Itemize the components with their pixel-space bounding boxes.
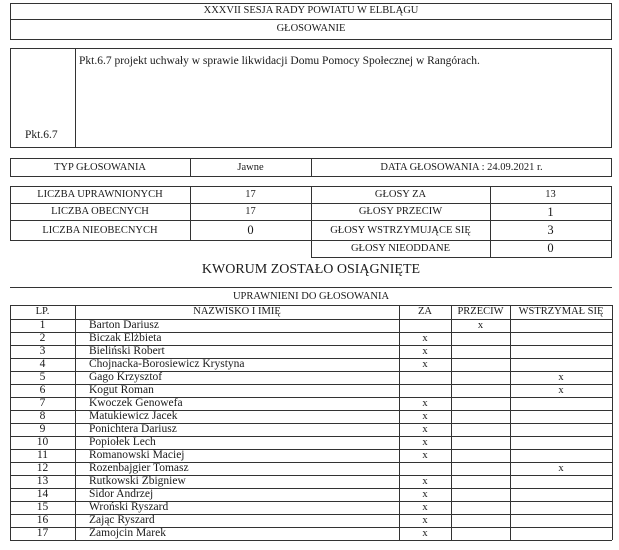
- row-vote-za: x: [422, 411, 428, 422]
- row-vote-przeciw: x: [477, 320, 484, 331]
- against-label: GŁOSY PRZECIW: [358, 206, 443, 217]
- row-vote-wstrzymal: x: [558, 372, 564, 383]
- abstain-value: 3: [547, 223, 554, 237]
- row-vote-wstrzymal: x: [558, 463, 564, 474]
- row-lp: 14: [36, 488, 49, 500]
- row-lp: 16: [36, 514, 49, 526]
- row-lp: 6: [39, 384, 46, 396]
- row-vote-za: x: [422, 346, 428, 357]
- present-value: 17: [245, 206, 256, 217]
- absent-value: 0: [247, 223, 254, 237]
- row-lp: 4: [39, 358, 46, 370]
- row-name: Gago Krzysztof: [89, 371, 163, 383]
- notcast-value: 0: [547, 241, 554, 255]
- row-name: Wroński Ryszard: [89, 501, 169, 513]
- row-lp: 9: [39, 423, 46, 435]
- row-name: Sidor Andrzej: [89, 488, 154, 500]
- column-header-lp: LP.: [35, 306, 50, 317]
- row-name: Kwoczek Genowefa: [89, 397, 183, 409]
- row-lp: 1: [39, 319, 46, 331]
- row-vote-za: x: [422, 450, 428, 461]
- column-header-wstrzymal: WSTRZYMAŁ SIĘ: [518, 306, 604, 317]
- document-title: GŁOSOWANIE: [276, 23, 346, 34]
- row-vote-za: x: [422, 437, 428, 448]
- row-name: Matukiewicz Jacek: [89, 410, 178, 422]
- row-name: Popiołek Lech: [89, 436, 156, 448]
- eligible-value: 17: [245, 189, 256, 200]
- row-name: Rozenbajgier Tomasz: [89, 462, 189, 474]
- for-value: 13: [545, 189, 556, 200]
- column-header-name: NAZWISKO I IMIĘ: [193, 306, 281, 317]
- row-name: Zając Ryszard: [89, 514, 155, 526]
- row-name: Kogut Roman: [89, 384, 154, 396]
- voters-title: UPRAWNIENI DO GŁOSOWANIA: [232, 291, 390, 302]
- eligible-label: LICZBA UPRAWNIONYCH: [37, 189, 163, 200]
- row-name: Bieliński Robert: [89, 345, 165, 357]
- row-name: Biczak Elżbieta: [89, 332, 162, 344]
- row-lp: 11: [36, 449, 49, 461]
- abstain-label: GŁOSY WSTRZYMUJĄCE SIĘ: [330, 225, 471, 236]
- vote-type-label: TYP GŁOSOWANIA: [53, 162, 147, 173]
- row-vote-za: x: [422, 476, 428, 487]
- notcast-label: GŁOSY NIEODDANE: [350, 243, 451, 254]
- quorum-status: KWORUM ZOSTAŁO OSIĄGNIĘTE: [201, 262, 421, 277]
- present-label: LICZBA OBECNYCH: [51, 206, 149, 217]
- item-description: Pkt.6.7 projekt uchwały w sprawie likwidacji Domu Pomocy Społecznej w Rangórach.: [79, 55, 480, 67]
- row-name: Barton Dariusz: [89, 319, 159, 331]
- row-vote-za: x: [422, 359, 428, 370]
- absent-label: LICZBA NIEOBECNYCH: [42, 225, 158, 236]
- row-name: Zamojcin Marek: [89, 527, 166, 539]
- row-vote-za: x: [422, 333, 428, 344]
- row-vote-za: x: [422, 515, 428, 526]
- column-header-przeciw: PRZECIW: [457, 306, 504, 317]
- row-lp: 10: [36, 436, 49, 448]
- row-lp: 7: [39, 397, 46, 409]
- row-lp: 15: [36, 501, 49, 513]
- for-label: GŁOSY ZA: [374, 189, 427, 200]
- row-lp: 2: [39, 332, 46, 344]
- row-name: Chojnacka-Borosiewicz Krystyna: [89, 358, 245, 370]
- row-name: Ponichtera Dariusz: [89, 423, 177, 435]
- against-value: 1: [547, 205, 554, 219]
- row-name: Rutkowski Zbigniew: [89, 475, 186, 487]
- row-lp: 12: [36, 462, 49, 474]
- row-lp: 13: [36, 475, 49, 487]
- row-vote-za: x: [422, 489, 428, 500]
- vote-type-value: Jawne: [237, 162, 264, 173]
- vote-date: DATA GŁOSOWANIA : 24.09.2021 r.: [380, 162, 543, 173]
- column-header-za: ZA: [418, 306, 432, 317]
- row-vote-za: x: [422, 398, 428, 409]
- row-vote-za: x: [422, 528, 428, 539]
- row-lp: 8: [39, 410, 46, 422]
- row-lp: 3: [39, 345, 46, 357]
- session-title: XXXVII SESJA RADY POWIATU W ELBLĄGU: [203, 5, 419, 16]
- item-code: Pkt.6.7: [25, 129, 58, 141]
- row-lp: 5: [39, 371, 46, 383]
- row-vote-za: x: [422, 424, 428, 435]
- row-vote-za: x: [422, 502, 428, 513]
- row-vote-wstrzymal: x: [558, 385, 564, 396]
- row-name: Romanowski Maciej: [89, 449, 185, 461]
- row-lp: 17: [36, 527, 49, 539]
